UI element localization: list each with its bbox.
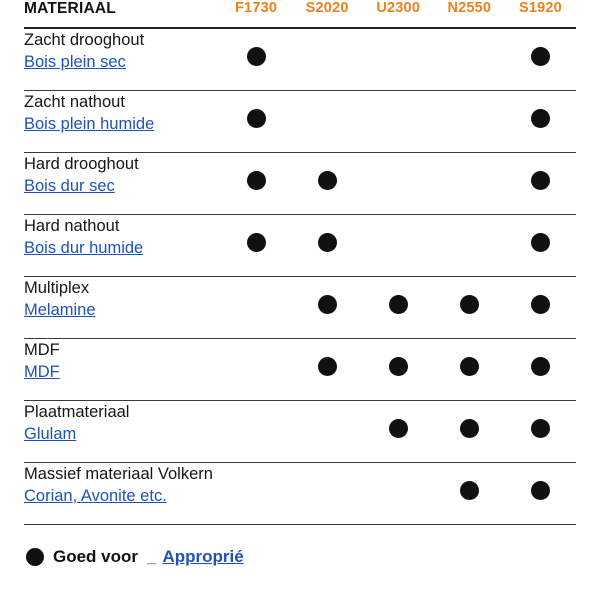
dot-marker-empty xyxy=(389,233,408,252)
dot-marker xyxy=(531,109,550,128)
material-name-nl: MDF xyxy=(24,340,60,359)
dot-marker-empty xyxy=(389,481,408,500)
mark-cell-u2300 xyxy=(363,214,434,276)
dot-marker xyxy=(460,357,479,376)
mark-cell-s2020 xyxy=(292,28,363,90)
dot-marker xyxy=(531,295,550,314)
material-cell xyxy=(24,214,221,276)
dot-marker-empty xyxy=(318,481,337,500)
legend-label-nl: Goed voor xyxy=(53,546,139,566)
material-cell xyxy=(24,28,221,90)
material-cell xyxy=(24,276,221,338)
mark-cell-s1920 xyxy=(505,152,576,214)
table-row xyxy=(24,338,576,400)
column-header-u2300: U2300 xyxy=(363,0,434,28)
mark-cell-u2300 xyxy=(363,276,434,338)
table-row xyxy=(24,400,576,462)
mark-cell-s1920 xyxy=(505,90,576,152)
mark-cell-s1920 xyxy=(505,400,576,462)
material-name-fr: Bois dur sec xyxy=(24,176,115,195)
dot-marker xyxy=(318,295,337,314)
mark-cell-f1730 xyxy=(221,400,292,462)
column-header-s2020: S2020 xyxy=(292,0,363,28)
table-row xyxy=(24,28,576,90)
mark-cell-f1730 xyxy=(221,338,292,400)
table-row xyxy=(24,90,576,152)
dot-marker xyxy=(247,233,266,252)
legend xyxy=(24,547,576,567)
material-name-fr: MDF xyxy=(24,362,60,381)
dot-marker-empty xyxy=(247,419,266,438)
dot-marker xyxy=(531,419,550,438)
material-name-fr: Glulam xyxy=(24,424,77,443)
material-name-fr: Bois dur humide xyxy=(24,238,144,257)
mark-cell-s2020 xyxy=(292,338,363,400)
dot-marker xyxy=(247,171,266,190)
column-header-s1920: S1920 xyxy=(505,0,576,28)
mark-cell-n2550 xyxy=(434,152,505,214)
mark-cell-f1730 xyxy=(221,462,292,524)
mark-cell-n2550 xyxy=(434,462,505,524)
mark-cell-s2020 xyxy=(292,214,363,276)
dot-marker xyxy=(318,171,337,190)
mark-cell-u2300 xyxy=(363,400,434,462)
dot-marker-empty xyxy=(460,47,479,66)
mark-cell-u2300 xyxy=(363,462,434,524)
mark-cell-n2550 xyxy=(434,214,505,276)
dot-marker-empty xyxy=(389,109,408,128)
dot-marker xyxy=(247,47,266,66)
dot-marker xyxy=(460,419,479,438)
mark-cell-s2020 xyxy=(292,400,363,462)
table-header xyxy=(24,0,576,28)
material-compatibility-table xyxy=(24,0,576,525)
material-name-nl: Plaatmateriaal xyxy=(24,402,130,421)
mark-cell-n2550 xyxy=(434,276,505,338)
legend-separator: _ xyxy=(147,546,157,566)
dot-marker xyxy=(318,357,337,376)
table-row xyxy=(24,152,576,214)
material-cell xyxy=(24,90,221,152)
mark-cell-n2550 xyxy=(434,28,505,90)
table-body xyxy=(24,28,576,524)
material-cell xyxy=(24,338,221,400)
dot-marker-empty xyxy=(460,109,479,128)
material-name-fr: Bois plein sec xyxy=(24,53,126,72)
table-row xyxy=(24,214,576,276)
dot-marker-empty xyxy=(318,109,337,128)
header-row xyxy=(24,0,576,28)
mark-cell-u2300 xyxy=(363,28,434,90)
dot-marker-empty xyxy=(389,47,408,66)
mark-cell-s1920 xyxy=(505,462,576,524)
dot-marker xyxy=(460,295,479,314)
mark-cell-f1730 xyxy=(221,90,292,152)
mark-cell-f1730 xyxy=(221,152,292,214)
dot-marker-empty xyxy=(389,171,408,190)
mark-cell-n2550 xyxy=(434,400,505,462)
material-name-fr: Corian, Avonite etc. xyxy=(24,486,167,505)
mark-cell-f1730 xyxy=(221,28,292,90)
table-row xyxy=(24,462,576,524)
dot-marker xyxy=(389,419,408,438)
column-header-f1730: F1730 xyxy=(221,0,292,28)
column-header-material: MATERIAAL xyxy=(24,0,221,28)
dot-marker xyxy=(531,481,550,500)
dot-marker xyxy=(531,357,550,376)
material-name-nl: Massief materiaal Volkern xyxy=(24,464,213,483)
material-name-nl: Zacht nathout xyxy=(24,92,125,111)
mark-cell-s1920 xyxy=(505,338,576,400)
mark-cell-s1920 xyxy=(505,214,576,276)
dot-marker-empty xyxy=(247,481,266,500)
mark-cell-s1920 xyxy=(505,276,576,338)
material-name-nl: Zacht drooghout xyxy=(24,31,145,49)
table-row xyxy=(24,276,576,338)
mark-cell-u2300 xyxy=(363,338,434,400)
dot-marker-empty xyxy=(247,357,266,376)
dot-marker xyxy=(389,357,408,376)
dot-marker-empty xyxy=(460,233,479,252)
mark-cell-s2020 xyxy=(292,90,363,152)
dot-marker-empty xyxy=(247,295,266,314)
dot-marker xyxy=(389,295,408,314)
legend-label-fr: Approprié xyxy=(162,546,244,566)
material-name-nl: Multiplex xyxy=(24,278,90,297)
dot-marker-empty xyxy=(318,47,337,66)
material-cell xyxy=(24,400,221,462)
mark-cell-s1920 xyxy=(505,28,576,90)
mark-cell-s2020 xyxy=(292,276,363,338)
dot-marker xyxy=(531,171,550,190)
mark-cell-n2550 xyxy=(434,338,505,400)
material-name-fr: Bois plein humide xyxy=(24,114,155,133)
mark-cell-f1730 xyxy=(221,214,292,276)
mark-cell-u2300 xyxy=(363,152,434,214)
mark-cell-s2020 xyxy=(292,462,363,524)
filled-circle-icon xyxy=(26,548,44,566)
mark-cell-n2550 xyxy=(434,90,505,152)
material-name-fr: Melamine xyxy=(24,300,96,319)
dot-marker xyxy=(531,233,550,252)
material-cell xyxy=(24,462,221,524)
dot-marker xyxy=(531,47,550,66)
material-name-nl: Hard nathout xyxy=(24,216,120,235)
dot-marker-empty xyxy=(318,419,337,438)
dot-marker-empty xyxy=(460,171,479,190)
column-header-n2550: N2550 xyxy=(434,0,505,28)
mark-cell-u2300 xyxy=(363,90,434,152)
material-name-nl: Hard drooghout xyxy=(24,154,139,173)
dot-marker xyxy=(460,481,479,500)
mark-cell-f1730 xyxy=(221,276,292,338)
dot-marker xyxy=(247,109,266,128)
mark-cell-s2020 xyxy=(292,152,363,214)
dot-marker xyxy=(318,233,337,252)
material-cell xyxy=(24,152,221,214)
